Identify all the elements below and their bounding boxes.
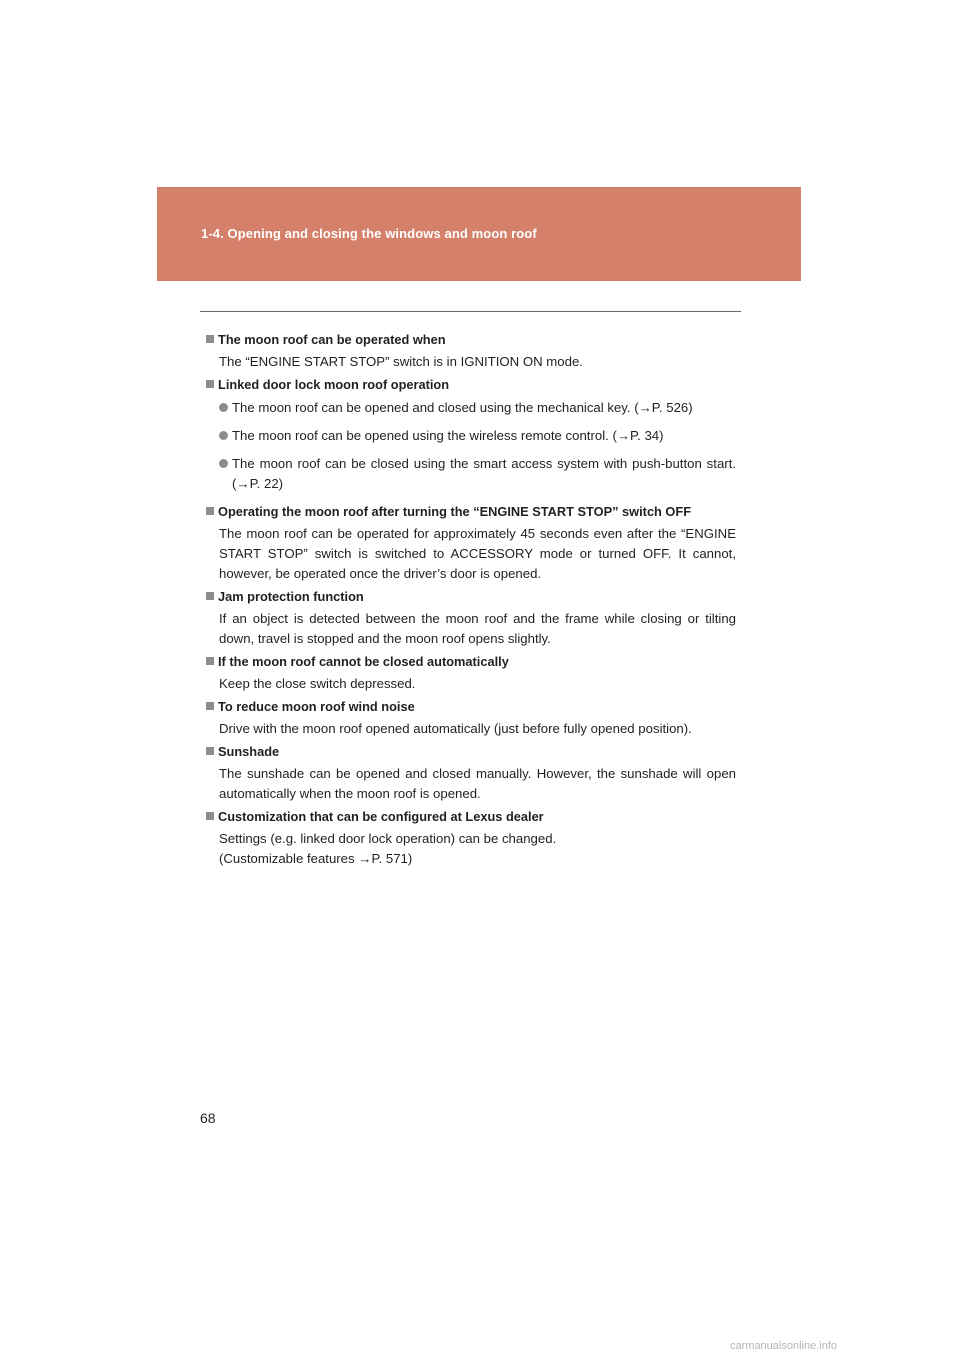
section-paragraph bbox=[206, 829, 736, 869]
section-heading: If the moon roof cannot be closed automatically bbox=[206, 652, 736, 672]
circle-bullet-icon bbox=[219, 431, 228, 440]
section-heading: Jam protection function bbox=[206, 587, 736, 607]
section-linked-door-lock bbox=[206, 375, 736, 494]
square-bullet-icon bbox=[206, 507, 214, 515]
square-bullet-icon bbox=[206, 747, 214, 755]
section-paragraph: The “ENGINE START STOP” switch is in IGNITION ON mode. bbox=[219, 354, 583, 369]
section-heading: The moon roof can be operated when bbox=[206, 330, 736, 350]
circle-bullet-icon bbox=[219, 459, 228, 468]
divider-rule bbox=[200, 311, 741, 312]
list-item: The moon roof can be opened and closed using the mechanical key. (→P. 526) bbox=[206, 398, 736, 418]
list-item: The moon roof can be opened using the wireless remote control. (→P. 34) bbox=[206, 426, 736, 446]
content-body bbox=[206, 330, 736, 872]
square-bullet-icon bbox=[206, 380, 214, 388]
section-heading: Customization that can be configured at Lexus dealer bbox=[206, 807, 736, 827]
list-item: The moon roof can be closed using the smart access system with push-button start. (→P. 22) bbox=[206, 454, 736, 494]
section-paragraph: The sunshade can be opened and closed manually. However, the sunshade will open automatically when the moon roof is opened. bbox=[219, 766, 736, 801]
square-bullet-icon bbox=[206, 335, 214, 343]
section-paragraph: Keep the close switch depressed. bbox=[219, 676, 416, 691]
section-paragraph: Drive with the moon roof opened automatically (just before fully opened position). bbox=[219, 721, 692, 736]
section-paragraph: If an object is detected between the moon roof and the frame while closing or tilting down, travel is stopped and the moon roof opens slightly. bbox=[219, 611, 736, 646]
section-heading: Sunshade bbox=[206, 742, 736, 762]
section-sunshade bbox=[206, 742, 736, 804]
section-paragraph: The moon roof can be operated for approximately 45 seconds even after the “ENGINE START STOP” switch is switched to ACCESSORY mode or turned OFF. It cannot, however, be operated once the driver’s door is opened. bbox=[219, 526, 736, 581]
section-title: 1-4. Opening and closing the windows and moon roof bbox=[201, 226, 537, 241]
section-jam-protection bbox=[206, 587, 736, 649]
paragraph-line: Settings (e.g. linked door lock operation) can be changed. bbox=[219, 831, 557, 846]
section-heading: To reduce moon roof wind noise bbox=[206, 697, 736, 717]
section-operated-when bbox=[206, 330, 736, 372]
section-heading: Linked door lock moon roof operation bbox=[206, 375, 736, 395]
watermark: carmanualsonline.info bbox=[730, 1340, 838, 1352]
page-number: 68 bbox=[200, 1110, 216, 1126]
square-bullet-icon bbox=[206, 657, 214, 665]
square-bullet-icon bbox=[206, 592, 214, 600]
section-header-band bbox=[157, 187, 801, 281]
square-bullet-icon bbox=[206, 812, 214, 820]
section-cannot-close bbox=[206, 652, 736, 694]
section-wind-noise bbox=[206, 697, 736, 739]
square-bullet-icon bbox=[206, 702, 214, 710]
section-after-switch-off bbox=[206, 502, 736, 584]
section-customization bbox=[206, 807, 736, 869]
section-heading: Operating the moon roof after turning the “ENGINE START STOP” switch OFF bbox=[206, 502, 736, 522]
circle-bullet-icon bbox=[219, 403, 228, 412]
paragraph-line: (Customizable features →P. 571) bbox=[219, 851, 413, 866]
